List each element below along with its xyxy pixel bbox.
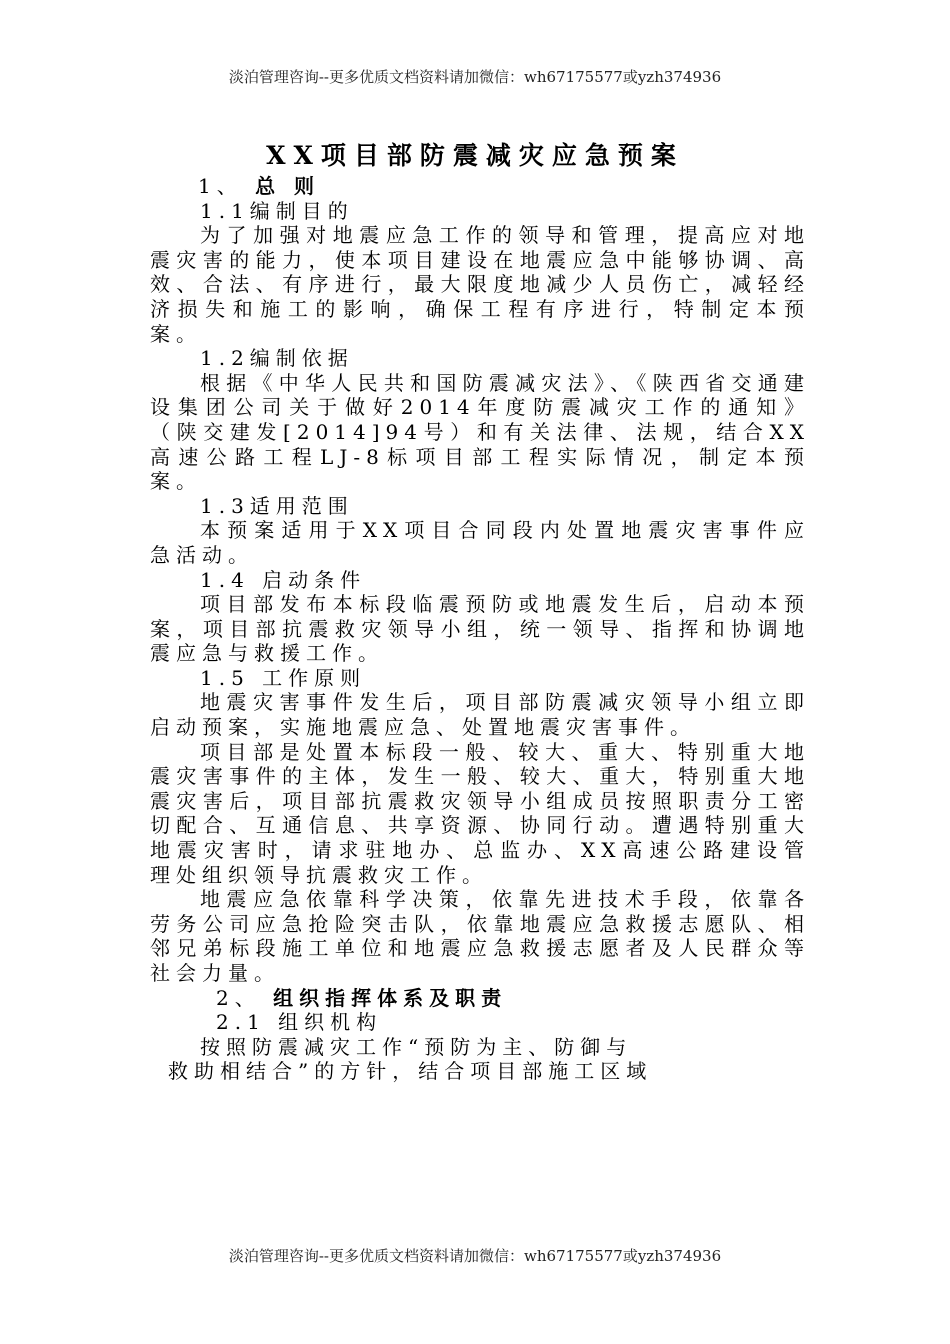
page-header: 淡泊管理咨询--更多优质文档资料请加微信：wh67175577或yzh374936 xyxy=(228,68,722,86)
section-2-number: 2、 xyxy=(216,985,261,1010)
section-2-1-paragraph-line-2: 救助相结合”的方针，结合项目部施工区域 xyxy=(168,1059,653,1084)
section-2-1-heading: 2.1 组织机构 xyxy=(216,1010,383,1035)
section-1-2-heading: 1.2编制依据 xyxy=(200,346,354,371)
section-1-3-heading: 1.3适用范围 xyxy=(200,493,354,518)
document-body xyxy=(150,174,810,1084)
section-1-5-paragraph-1: 地震灾害事件发生后，项目部防震减灾领导小组立即启动预案，实施地震应急、处置地震灾害事件。 xyxy=(150,690,810,740)
page-footer: 淡泊管理咨询--更多优质文档资料请加微信：wh67175577或yzh374936 xyxy=(228,1247,722,1265)
section-1-5-paragraph-3: 地震应急依靠科学决策，依靠先进技术手段，依靠各劳务公司应急抢险突击队，依靠地震应急救援志愿队、相邻兄弟标段施工单位和地震应急救援志愿者及人民群众等社会力量。 xyxy=(150,887,810,985)
section-1-heading xyxy=(150,174,810,199)
section-2-1-paragraph-line-1: 按照防震减灾工作“预防为主、防御与 xyxy=(200,1034,633,1059)
section-1-number: 1、 xyxy=(198,174,243,198)
section-1-1-paragraph: 为了加强对地震应急工作的领导和管理，提高应对地震灾害的能力，使本项目建设在地震应急中能够协调、高效、合法、有序进行，最大限度地减少人员伤亡，减轻经济损失和施工的影响，确保工程有序进行，特制定本预案。 xyxy=(150,223,810,346)
section-1-3-paragraph: 本预案适用于XX项目合同段内处置地震灾害事件应急活动。 xyxy=(150,518,810,567)
section-1-1-heading: 1.1编制目的 xyxy=(200,198,354,223)
section-2-heading xyxy=(150,986,810,1011)
section-1-2-paragraph: 根据《中华人民共和国防震减灾法》、《陕西省交通建设集团公司关于做好2014年度防震减灾工作的通知》（陕交建发[2014]94号）和有关法律、法规，结合XX高速公路工程LJ-8标项目部工程实际情况，制定本预案。 xyxy=(150,370,810,494)
section-1-title: 总 则 xyxy=(255,174,321,198)
section-2-title: 组织指挥体系及职责 xyxy=(273,985,508,1010)
section-1-4-paragraph: 项目部发布本标段临震预防或地震发生后，启动本预案，项目部抗震救灾领导小组，统一领导、指挥和协调地震应急与救援工作。 xyxy=(150,592,810,666)
section-1-5-paragraph-2: 项目部是处置本标段一般、较大、重大、特别重大地震灾害事件的主体，发生一般、较大、重大，特别重大地震灾害后，项目部抗震救灾领导小组成员按照职责分工密切配合、互通信息、共享资源、协同行动。遭遇特别重大地震灾害时，请求驻地办、总监办、XX高速公路建设管理处组织领导抗震救灾工作。 xyxy=(150,739,810,887)
section-1-4-heading: 1.4 启动条件 xyxy=(200,567,367,592)
document-title: XX项目部防震减灾应急预案 xyxy=(266,141,684,170)
section-1-5-heading: 1.5 工作原则 xyxy=(200,665,367,690)
